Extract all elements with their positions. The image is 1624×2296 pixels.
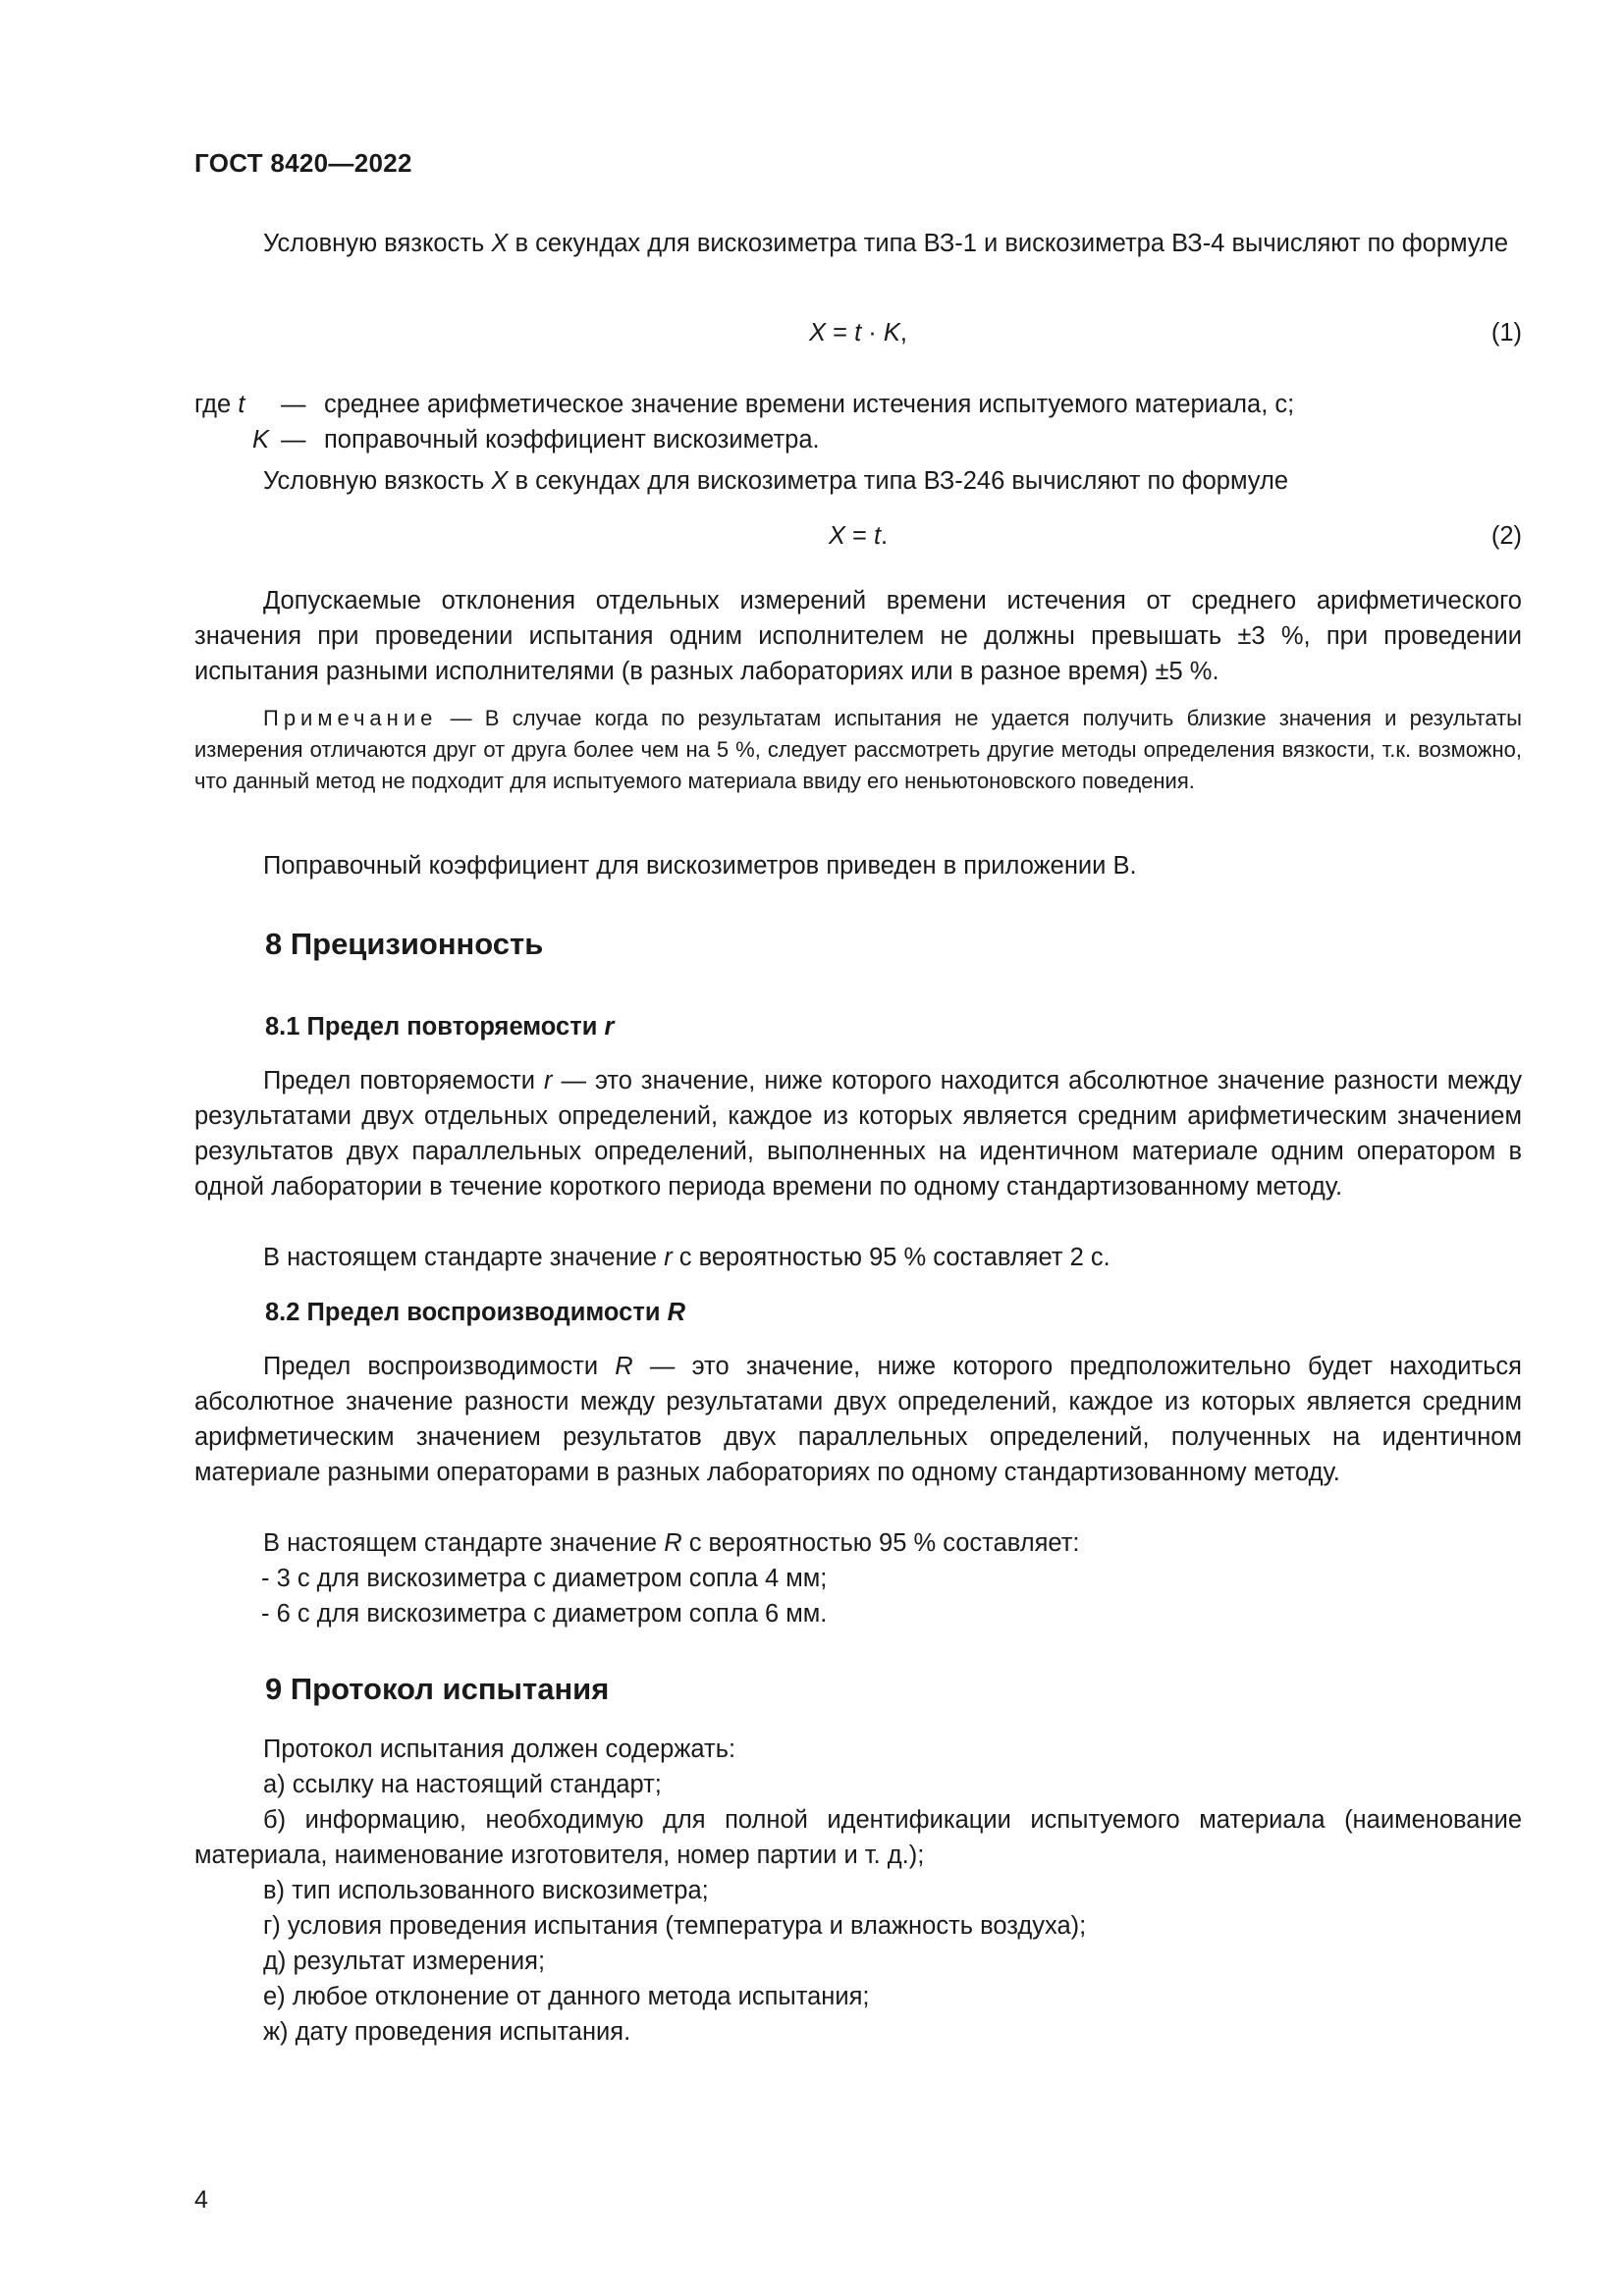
list-item: а) ссылку на настоящий стандарт; bbox=[263, 1771, 662, 1798]
list-item: г) условия проведения испытания (температура и влажность воздуха); bbox=[263, 1912, 1087, 1940]
section-8-1-title: 8.1 Предел повторяемости r bbox=[265, 1013, 615, 1041]
list-item: е) любое отклонение от данного метода испытания; bbox=[263, 1983, 870, 2010]
equation-1 bbox=[194, 319, 1522, 354]
list-item: - 6 с для вискозиметра с диаметром сопла 6 мм. bbox=[261, 1600, 828, 1628]
section-9-intro: Протокол испытания должен содержать: bbox=[263, 1735, 736, 1763]
where-block bbox=[194, 387, 1522, 457]
section-9-list bbox=[194, 1767, 1522, 2050]
document-header: ГОСТ 8420—2022 bbox=[194, 148, 412, 178]
equation-2-expression: X = t. bbox=[828, 522, 889, 550]
section-8-title: 8 Прецизионность bbox=[265, 927, 544, 961]
where-K-definition: поправочный коэффициент вискозиметра. bbox=[324, 426, 820, 454]
list-item: в) тип использованного вискозиметра; bbox=[263, 1877, 709, 1904]
list-item: ж) дату проведения испытания. bbox=[263, 2018, 631, 2046]
where-dash-K: — bbox=[281, 426, 306, 454]
section-8-2-value: В настоящем стандарте значение R с вероятностью 95 % составляет: bbox=[263, 1529, 1080, 1557]
section-8-2-paragraph: Предел воспроизводимости R — это значение, ниже которого предположительно будет находиться абсолютное значение разности между результатами двух определений, каждое из которых является средним арифметическим значением результатов двух параллельных определений, полученных на идентичном материале разными операторами в разных лабораториях по одному стандартизованному методу. bbox=[194, 1353, 1522, 1486]
where-K-symbol: K bbox=[251, 426, 269, 454]
section-9-title: 9 Протокол испытания bbox=[265, 1672, 610, 1706]
where-t-definition: среднее арифметическое значение времени истечения испытуемого материала, с; bbox=[324, 391, 1295, 418]
section-8-1-value: В настоящем стандарте значение r с вероятностью 95 % составляет 2 с. bbox=[263, 1244, 1110, 1271]
page-number: 4 bbox=[194, 2186, 208, 2214]
note-text: — В случае когда по результатам испытания не удается получить близкие значения и результаты измерения отличаются друг от друга более чем на 5 %, следует рассмотреть другие методы определения вязкости, т.к. возможно, что данный метод не подходит для испытуемого материала ввиду его неньютоновского поведения. bbox=[194, 706, 1522, 793]
section-8-2-title: 8.2 Предел воспроизводимости R bbox=[265, 1299, 686, 1326]
section-8-2-list bbox=[194, 1561, 1522, 1631]
paragraph-deviations: Допускаемые отклонения отдельных измерений времени истечения от среднего арифметического значения при проведении испытания одним исполнителем не должны превышать ±3 %, при проведении испытания разными исполнителями (в разных лабораториях или в разное время) ±5 %. bbox=[194, 587, 1522, 685]
paragraph-viscosity-vz1-vz4: Условную вязкость X в секундах для вискозиметра типа ВЗ-1 и вискозиметра ВЗ-4 вычисляют по формуле bbox=[263, 230, 1509, 257]
note-label: Примечание bbox=[263, 706, 438, 730]
equation-2 bbox=[194, 522, 1522, 558]
where-lead: где t bbox=[194, 391, 245, 418]
section-8-1-paragraph: Предел повторяемости r — это значение, ниже которого находится абсолютное значение разности между результатами двух отдельных определений, каждое из которых является средним арифметическим значением результатов двух параллельных определений, выполненных на идентичном материале одним оператором в одной лаборатории в течение короткого периода времени по одному стандартизованному методу. bbox=[194, 1067, 1523, 1201]
equation-2-number: (2) bbox=[1490, 522, 1522, 550]
note-block bbox=[194, 703, 1522, 797]
list-item: д) результат измерения; bbox=[263, 1948, 546, 1975]
where-dash-t: — bbox=[281, 391, 306, 418]
equation-1-number: (1) bbox=[1490, 319, 1522, 347]
list-item: - 3 с для вискозиметра с диаметром сопла 4 мм; bbox=[261, 1565, 828, 1592]
paragraph-viscosity-vz246: Условную вязкость X в секундах для вискозиметра типа ВЗ-246 вычисляют по формуле bbox=[263, 467, 1289, 495]
equation-1-expression: X = t · K, bbox=[809, 319, 907, 347]
paragraph-correction-factor: Поправочный коэффициент для вискозиметров приведен в приложении В. bbox=[263, 852, 1137, 880]
list-item: б) информацию, необходимую для полной идентификации испытуемого материала (наименование материала, наименование изготовителя, номер партии и т. д.); bbox=[194, 1806, 1522, 1869]
